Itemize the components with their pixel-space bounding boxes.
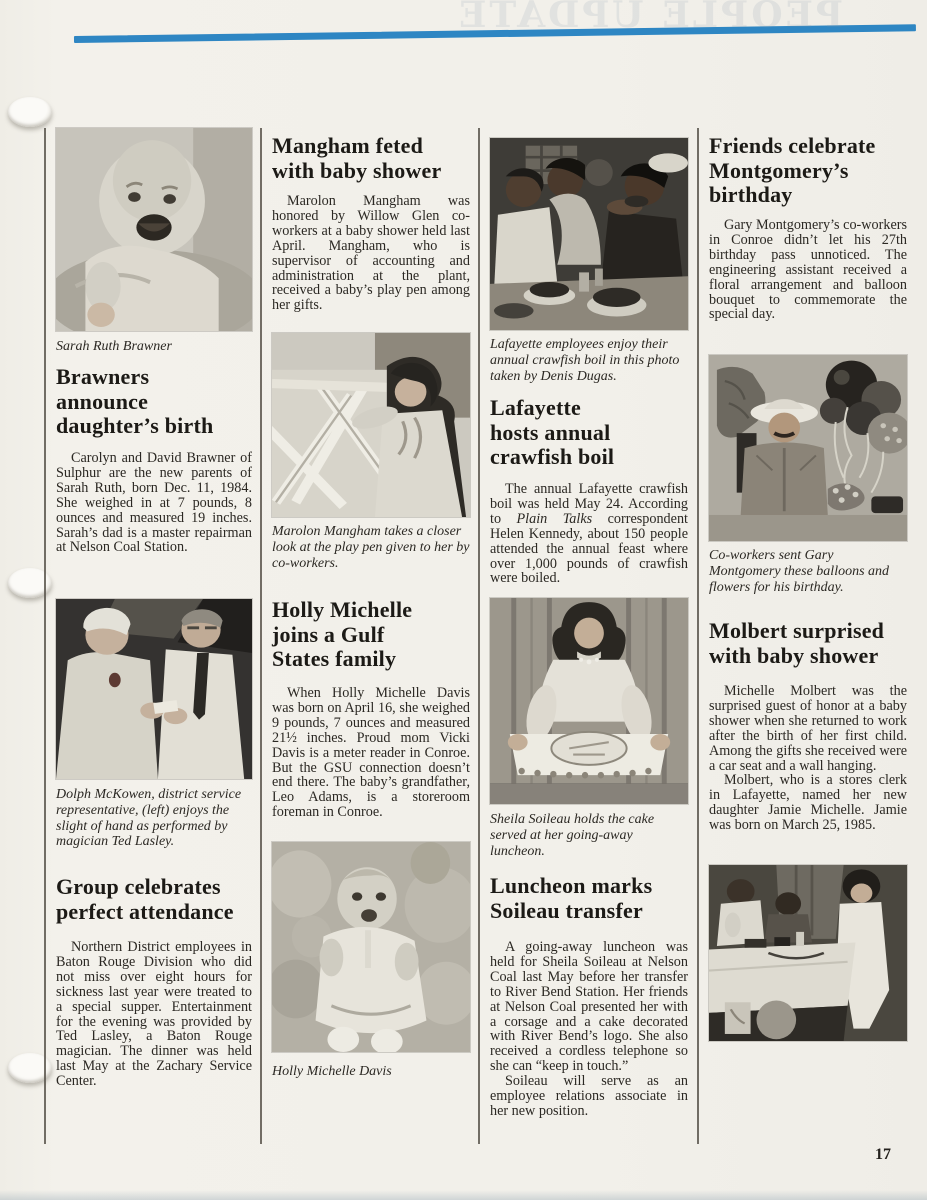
column-rule-2 bbox=[260, 128, 262, 1144]
article-headline-brawners: Brawners announce daughter’s birth bbox=[56, 364, 214, 438]
article-headline-attendance: Group celebrates perfect attendance bbox=[56, 874, 234, 924]
article-headline-montgomery: Friends celebrate Montgomery’s birthday bbox=[709, 133, 876, 207]
photo-holly-davis bbox=[272, 842, 470, 1052]
photo-crawfish-boil bbox=[490, 138, 688, 330]
two-men-illustration bbox=[56, 599, 252, 779]
page-number: 17 bbox=[875, 1146, 891, 1163]
photo-mckowen-lasley bbox=[56, 599, 252, 779]
photo-caption: Lafayette employees enjoy their annual crawfish boil in this photo taken by Denis Dugas. bbox=[490, 337, 680, 384]
photo-sheila-soileau bbox=[490, 598, 688, 804]
woman-with-cake-illustration bbox=[490, 598, 688, 804]
column-4 bbox=[709, 128, 907, 1144]
article-headline-mangham: Mangham feted with baby shower bbox=[272, 133, 442, 183]
article-headline-lafayette: Lafayette hosts annual crawfish boil bbox=[490, 395, 615, 469]
photo-caption: Sarah Ruth Brawner bbox=[56, 339, 172, 354]
article-headline-luncheon: Luncheon marks Soileau transfer bbox=[490, 873, 653, 923]
photo-sarah-brawner bbox=[56, 128, 252, 331]
woman-playpen-illustration bbox=[272, 333, 470, 517]
photo-caption: Sheila Soileau holds the cake served at her going-away luncheon. bbox=[490, 812, 655, 859]
photo-caption: Co-workers sent Gary Montgomery these balloons and flowers for his birthday. bbox=[709, 548, 890, 595]
article-body: Northern District employees in Baton Rouge Division who did not miss over eight hours for sickness last year were treated to a special supper. Entertainment for the evening was provided by Ted Lasley, a Baton Rouge magician. The dinner was held last May at the Zachary Service Center. bbox=[56, 939, 252, 1090]
article-body: Marolon Mangham was honored by Willow Glen co-workers at a baby shower held last April. Mangham, who is supervisor of accounting and administration at the plant, received a baby’s play pen among her gifts. bbox=[272, 193, 470, 314]
photo-michelle-molbert bbox=[709, 865, 907, 1041]
baby-portrait-illustration bbox=[56, 128, 252, 331]
article-body: Carolyn and David Brawner of Sulphur are the new parents of Sarah Ruth, born Dec. 11, 1984. She weighed in at 7 pounds, 8 ounces and measured 19 inches. Sarah’s dad is a master repairman at Nelson Coal Station. bbox=[56, 450, 252, 556]
column-rule-4 bbox=[697, 128, 699, 1144]
article-headline-holly: Holly Michelle joins a Gulf States family bbox=[272, 597, 413, 671]
photo-caption: Dolph McKowen, district service representative, (left) enjoys the slight of hand as performed by magician Ted Lasley. bbox=[56, 787, 242, 850]
photo-gary-montgomery bbox=[709, 355, 907, 541]
column-rule-1 bbox=[44, 128, 46, 1144]
article-body: Gary Montgomery’s co-workers in Conroe didn’t let his 27th birthday pass unnoticed. The engineering assistant received a floral arrangement and balloon bouquet to commemorate the special day. bbox=[709, 217, 907, 323]
column-rule-3 bbox=[478, 128, 480, 1144]
man-with-balloons-illustration bbox=[709, 355, 907, 541]
article-body: A going-away luncheon was held for Sheila Soileau at Nelson Coal last May before her transfer to River Bend Station. Her friends at Nelson Coal presented her with a corsage and a cake decorated with River Bend’s logo. She also received a cordless telephone so she can “keep in touch.” Soileau will serve as an employee relations associate in her new position. bbox=[490, 939, 688, 1119]
punch-hole bbox=[8, 97, 52, 127]
crawfish-boil-illustration bbox=[490, 138, 688, 330]
baby-shower-table-illustration bbox=[709, 865, 907, 1041]
article-body: The annual Lafayette crawfish boil was held May 24. According to Plain Talks correspondent Helen Kennedy, about 150 people attended the annual feast where over 1,000 pounds of crawfish were boiled. bbox=[490, 481, 688, 587]
article-body: When Holly Michelle Davis was born on April 16, she weighed 9 pounds, 7 ounces and measured 21½ inches. Proud mom Vicki Davis is a meter reader in Conroe. But the GSU connection doesn’t end there. The baby’s grandfather, Leo Adams, is a storeroom foreman in Conroe. bbox=[272, 685, 470, 821]
ghost-header-bleedthrough: PEOPLE UPDATE bbox=[455, 0, 843, 36]
baby-in-chair-illustration bbox=[272, 842, 470, 1052]
photo-caption: Holly Michelle Davis bbox=[272, 1064, 392, 1079]
column-2 bbox=[272, 128, 470, 1144]
article-headline-molbert: Molbert surprised with baby shower bbox=[709, 618, 885, 668]
publication-name: Plain Talks bbox=[516, 510, 593, 527]
article-body: Michelle Molbert was the surprised guest of honor at a baby shower when she returned to work after the birth of her first child. Among the gifts she received were a car seat and a wall hanging. Molbert, who is a stores clerk in Lafayette, named her new daughter Jamie Michelle. Jamie was born on March 25, 1985. bbox=[709, 683, 907, 834]
photo-mangham-playpen bbox=[272, 333, 470, 517]
column-3 bbox=[490, 128, 688, 1144]
photo-caption: Marolon Mangham takes a closer look at the play pen given to her by co-workers. bbox=[272, 524, 470, 571]
column-1 bbox=[56, 128, 252, 1144]
